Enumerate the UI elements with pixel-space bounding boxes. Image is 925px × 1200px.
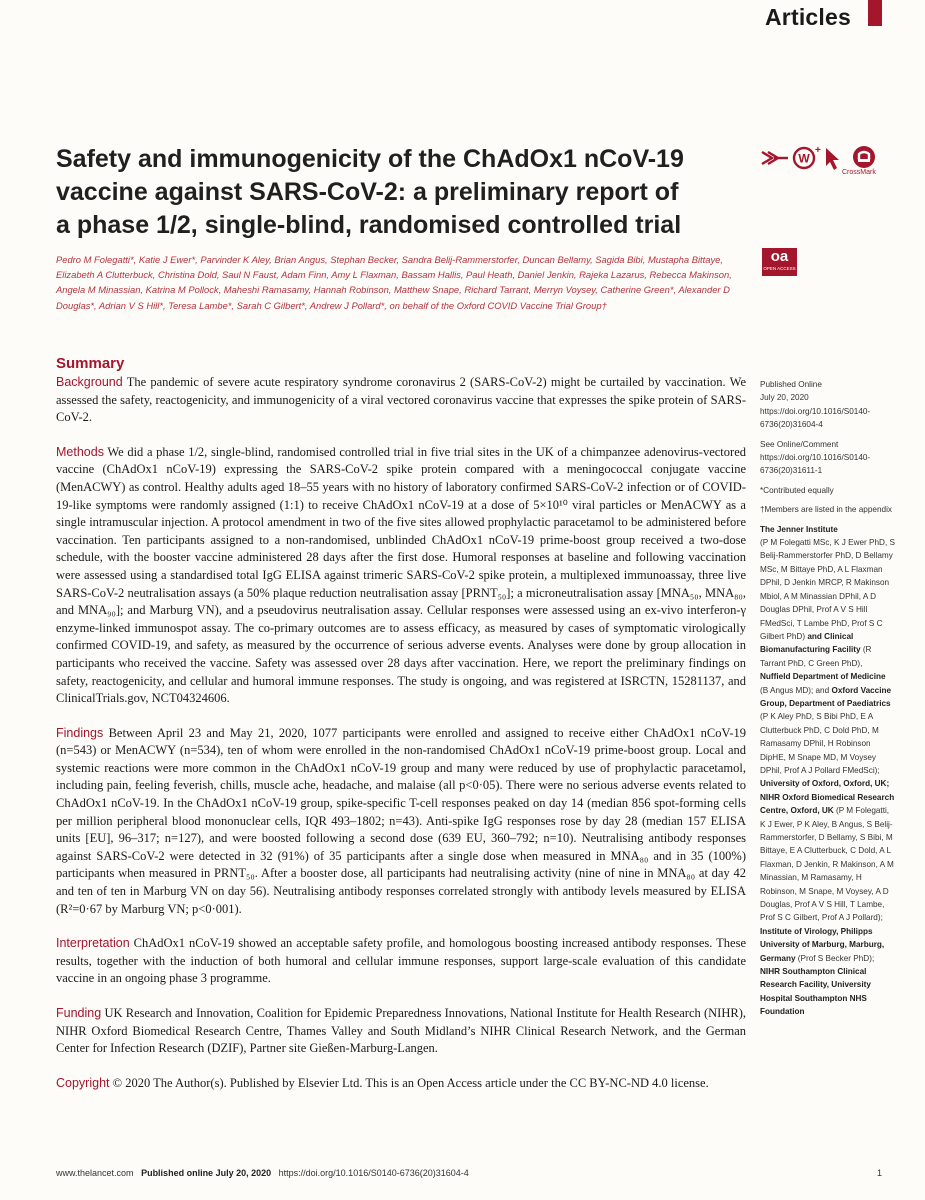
svg-text:W: W (798, 151, 810, 166)
abstract-funding (56, 1005, 746, 1058)
see-comment (760, 438, 895, 478)
affiliation-name: University of Oxford, Oxford, UK; NIHR Oxford Biomedical Research Centre, Oxford, UK (760, 779, 895, 816)
contributed-note: *Contributed equally (760, 485, 834, 495)
see-comment-doi-link[interactable]: https://doi.org/10.1016/S0140-6736(20)31611-1 (760, 453, 871, 476)
affiliation-people: (Prof S Becker PhD); (797, 953, 875, 963)
affiliation-name: Oxford Vaccine Group, Department of Paediatrics (760, 685, 892, 708)
footer-doi-link[interactable]: https://doi.org/10.1016/S0140-6736(20)31604-4 (278, 1168, 469, 1178)
crossmark-label: CrossMark (842, 169, 876, 176)
background-text: The pandemic of severe acute respiratory syndrome coronavirus 2 (SARS-CoV-2) might be curtailed by vaccination. We assessed the safety, reactogenicity, and immunogenicity of a viral vectored coronavirus vaccine that expresses the spike protein of SARS-CoV-2. (56, 375, 746, 425)
members-note: †Members are listed in the appendix (760, 505, 892, 515)
footer-published: Published online July 20, 2020 (141, 1168, 272, 1178)
funding-label: Funding (56, 1006, 102, 1020)
open-access-badge (762, 248, 797, 276)
summary-heading: Summary (56, 355, 125, 372)
methods-text: We did a phase 1/2, single-blind, randomised controlled trial in five trial sites in the UK of a chimpanzee adenovirus-vectored vaccine (ChAdOx1 nCoV-19) expressing the SARS-CoV-2 spike protein compared with a meningococcal conjugate vaccine (MenACWY) as control. Healthy adults aged 18–55 years with no history of laboratory confirmed SARS-CoV-2 infection or of COVID-19-like symptoms were randomly assigned (1:1) to receive ChAdOx1 nCoV-19 at a dose of 5×10¹⁰ viral particles or MenACWY as a single intramuscular injection. A protocol amendment in two of the five sites allowed prophylactic paracetamol to be administered before vaccination. Ten participants assigned to a non-randomised, unblinded ChAdOx1 nCoV-19 prime-boost group received a two-dose schedule, with the booster vaccine administered 28 days after the first dose. Humoral responses at baseline and following vaccination were assessed using a standardised total IgG ELISA against trimeric SARS-CoV-2 spike protein, a multiplexed immunoassay, three live SARS-CoV-2 neutralisation assays (a 50% plaque reduction neutralisation assay [PRNT₅₀]; a microneutralisation assay [MNA₅₀, MNA₈₀, and MNA₉₀]; and Marburg VN), and a pseudovirus neutralisation assay. Cellular responses were assessed using an ex-vivo interferon-γ enzyme-linked immunospot assay. The co-primary outcomes are to assess efficacy, as measured by cases of symptomatic virologically confirmed COVID-19, and safety, as measured by the occurrence of serious adverse events. Analyses were done by group allocation in participants who received the vaccine. Safety was assessed over 28 days after vaccination. Here, we report the preliminary findings on safety, reactogenicity, and cellular and humoral immune responses. The study is ongoing, and was registered at ISRCTN, 15281137, and ClinicalTrials.gov, NCT04324606. (56, 444, 746, 706)
abstract-methods (56, 444, 746, 708)
abstract-interpretation (56, 935, 746, 988)
author-list: Pedro M Folegatti*, Katie J Ewer*, Parvinder K Aley, Brian Angus, Stephan Becker, Sandra Belij-Rammerstorfer, Duncan Bellamy, Sagida Bibi, Mustapha Bittaye, Elizabeth A Clutterbuck, Christina Dold, Saul N Faust, Adam Finn, Amy L Flaxman, Bassam Hallis, Paul Heath, Daniel Jenkin, Rajeka Lazarus, Rebecca Makinson, Angela M Minassian, Katrina M Pollock, Maheshi Ramasamy, Hannah Robinson, Matthew Snape, Richard Tarrant, Merryn Voysey, Catherine Green*, Alexander D Douglas*, Adrian V S Hill*, Teresa Lambe*, Sarah C Gilbert*, Andrew J Pollard*, on behalf of the Oxford COVID Vaccine Trial Group† (56, 254, 732, 311)
section-color-tab (868, 0, 882, 26)
abstract-background (56, 374, 746, 427)
funding-text: UK Research and Innovation, Coalition for Epidemic Preparedness Innovations, National Institute for Health Research (NIHR), NIHR Oxford Biomedical Research Centre, Thames Valley and South Midland’s NIHR Clinical Research Network, and the German Center for Infection Research (DZIF), Partner site Gießen-Marburg-Langen. (56, 1006, 746, 1056)
copyright-label: Copyright (56, 1075, 110, 1090)
oa-badge-text: oa (770, 248, 789, 265)
abstract-findings (56, 725, 746, 919)
oa-badge-subtext: OPEN ACCESS (763, 266, 796, 271)
see-comment-label: See Online/Comment (760, 439, 839, 449)
affiliation-name: The Jenner Institute (760, 524, 838, 534)
abstract-copyright (56, 1075, 746, 1093)
findings-label: Findings (56, 725, 104, 740)
affiliation-name: Institute of Virology, Philipps University of Marburg, Marburg, Germany (760, 926, 885, 963)
published-info (760, 378, 895, 432)
page-number: 1 (877, 1168, 883, 1178)
footer-site-link[interactable]: www.thelancet.com (56, 1168, 134, 1178)
background-label: Background (56, 375, 123, 389)
crossmark-icon[interactable] (853, 146, 875, 168)
methods-label: Methods (56, 444, 104, 459)
affiliations (760, 523, 895, 1019)
affiliation-people: (B Angus MD); and (760, 685, 830, 695)
cursor-icon[interactable] (826, 148, 839, 170)
affiliation-people: (P M Folegatti MSc, K J Ewer PhD, S Belij-Rammerstorfer PhD, D Bellamy MSc, M Bittaye PhD, A L Flaxman DPhil, D Jenkin MRCP, R Makinson Mbiol, A M Minassian DPhil, A D Douglas DPhil, Prof A V S Hill FMedSci, T Lambe PhD, Prof S C Gilbert PhD) (760, 538, 895, 641)
published-label: Published Online (760, 380, 822, 389)
affiliation-people: (P M Folegatti, K J Ewer, P K Aley, B Angus, S Belij-Rammerstorfer, D Bellamy, S Bibi, M Bittaye, E A Clutterbuck, C Dold, A L Flaxman, D Jenkin, R Makinson, A M Minassian, M Ramasamy, H Robinson, M Snape, M Voysey, A D Douglas, Prof A V S Hill, T Lambe, Prof S C Gilbert, Prof A J Pollard); (760, 806, 894, 923)
affiliation-people: (R Tarrant PhD, C Green PhD), (760, 645, 872, 668)
cite-icon[interactable] (762, 152, 788, 164)
footer (56, 1168, 469, 1178)
affiliation-people: (P K Aley PhD, S Bibi PhD, E A Clutterbuck PhD, C Dold PhD, M Ramasamy DPhil, H Robinson DipHE, M Snape MD, M Voysey DPhil, Prof A J Pollard FMedSci); (760, 712, 880, 775)
interpretation-text: ChAdOx1 nCoV-19 showed an acceptable safety profile, and homologous boosting increased antibody responses. These results, together with the induction of both humoral and cellular immune responses, support large-scale evaluation of this candidate vaccine in an ongoing phase 3 programme. (56, 936, 746, 986)
abstract (56, 374, 746, 1109)
affiliation-name: Nuffield Department of Medicine (760, 672, 886, 682)
published-doi-link[interactable]: https://doi.org/10.1016/S0140-6736(20)31604-4 (760, 406, 871, 430)
affiliation-name: and Clinical Biomanufacturing Facility (760, 631, 861, 655)
article-title: Safety and immunogenicity of the ChAdOx1 nCoV-19 vaccine against SARS-CoV-2: a preliminary report of a phase 1/2, single-blind, randomised controlled trial (56, 145, 684, 239)
section-label: Articles (765, 4, 851, 30)
published-date: July 20, 2020 (760, 393, 809, 403)
copyright-text: © 2020 The Author(s). Published by Elsevier Ltd. This is an Open Access article under the CC BY-NC-ND 4.0 license. (112, 1075, 709, 1090)
interpretation-label: Interpretation (56, 936, 130, 951)
findings-text: Between April 23 and May 21, 2020, 1077 participants were enrolled and assigned to receive either ChAdOx1 nCoV-19 (n=543) or MenACWY (n=534), ten of whom were enrolled in the non-randomised ChAdOx1 nCoV-19 prime-boost group. Local and systemic reactions were more common in the ChAdOx1 nCoV-19 group and many were reduced by use of prophylactic paracetamol, including pain, feeling feverish, chills, muscle ache, headache, and malaise (all p<0·05). There were no serious adverse events related to ChAdOx1 nCoV-19. In the ChAdOx1 nCoV-19 group, spike-specific T-cell responses peaked on day 14 (median 856 spot-forming cells per million peripheral blood mononuclear cells, IQR 493–1802; n=43). Anti-spike IgG responses rose by day 28 (median 157 ELISA units [EU], 96–317; n=127), and were boosted following a second dose (639 EU, 360–792; n=10). Neutralising antibody responses against SARS-CoV-2 were detected in 32 (91%) of 35 participants after a single dose when measured in MNA₈₀ and in 35 (100%) participants when measured in PRNT₅₀. After a booster dose, all participants had neutralising activity (nine of nine in MNA₈₀ at day 42 and ten of ten in Marburg VN on day 56). Neutralising antibody responses correlated strongly with antibody levels measured by ELISA (R²=0·67 by Marburg VN; p<0·001). (56, 725, 746, 916)
web-extra-icon[interactable] (794, 145, 821, 168)
sidebar (760, 378, 895, 1019)
affiliation-name: NIHR Southampton Clinical Research Facility, University Hospital Southampton NHS Foundation (760, 967, 871, 1017)
svg-text:+: + (815, 145, 821, 156)
